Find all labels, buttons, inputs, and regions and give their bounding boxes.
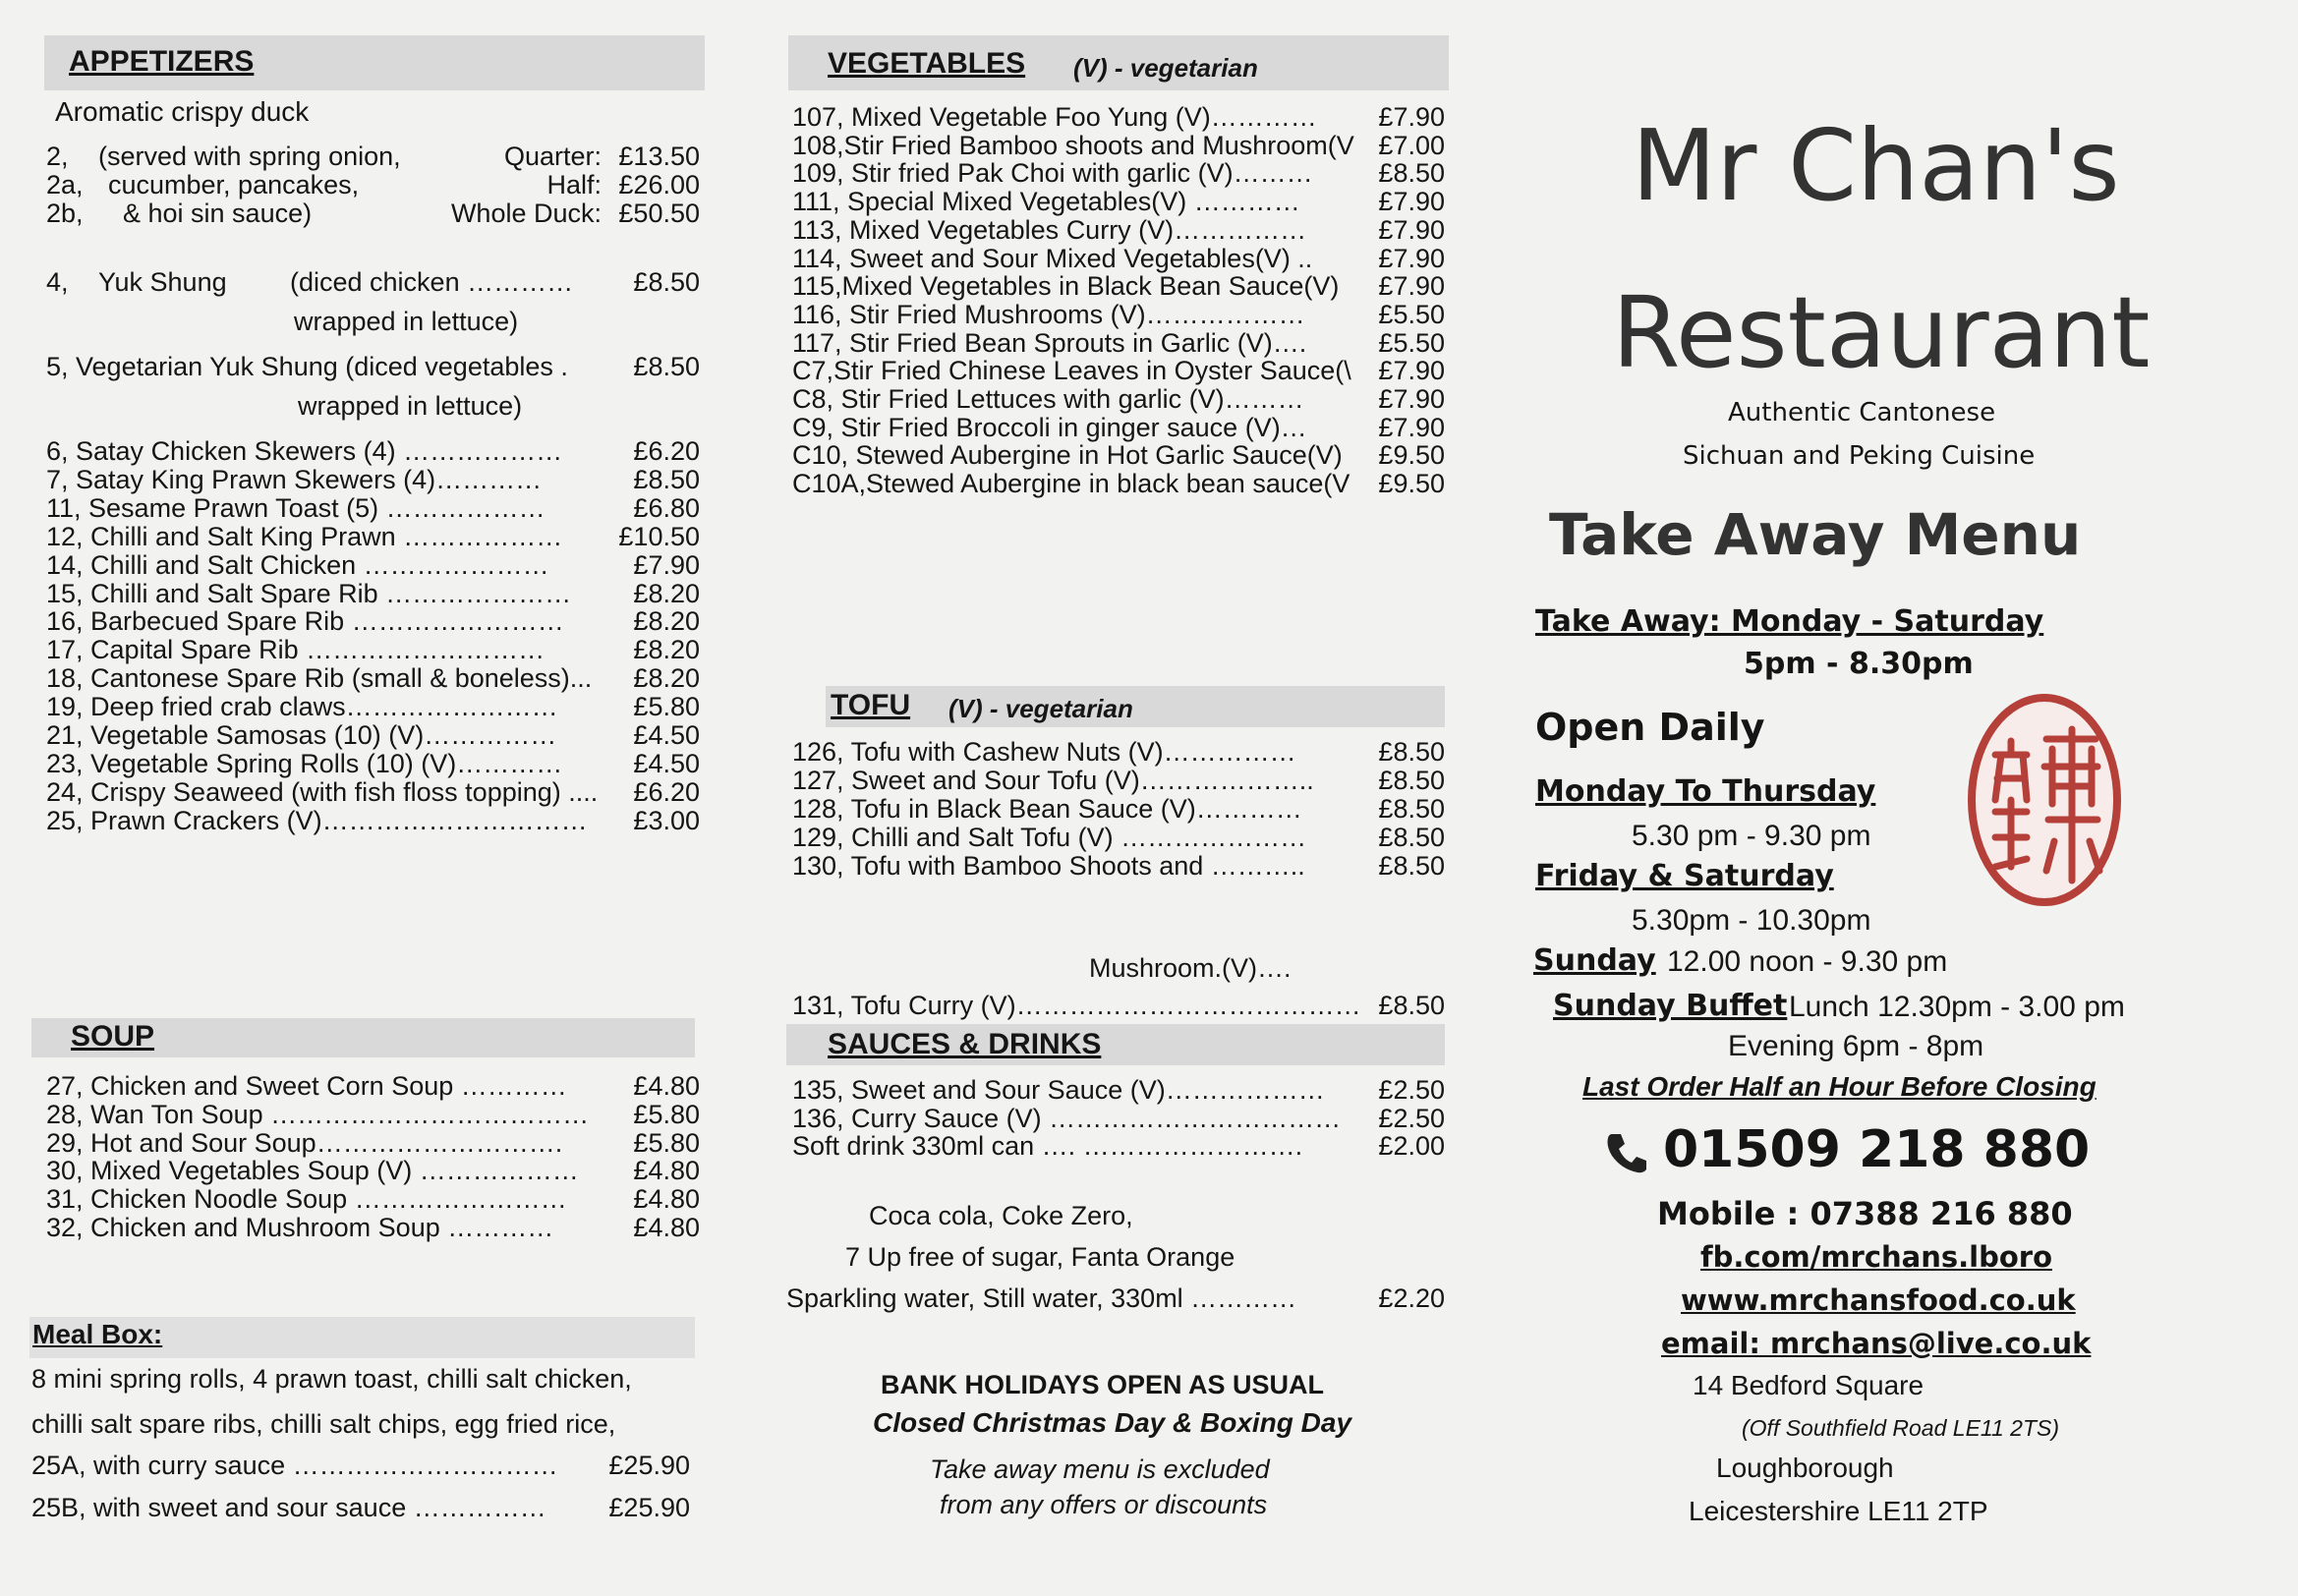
- restaurant-name-line2: Restaurant: [1612, 275, 2151, 390]
- fri-sat-hours: 5.30pm - 10.30pm: [1632, 904, 1871, 937]
- vegetable-price: £7.90: [1378, 187, 1445, 217]
- duck-size: Quarter:: [503, 142, 602, 171]
- duck-desc: & hoi sin sauce): [123, 199, 313, 228]
- vegetable-name: C7,Stir Fried Chinese Leaves in Oyster Sauce(\: [792, 356, 1351, 386]
- mealbox-row: [31, 1451, 690, 1490]
- appetizer-name: 25, Prawn Crackers (V)…………………………: [46, 805, 588, 835]
- mealbox-name: 25A, with curry sauce …………………………: [31, 1451, 558, 1480]
- vegetable-price: £7.90: [1378, 243, 1445, 273]
- duck-desc: (served with spring onion,: [98, 142, 401, 171]
- vegetable-name: 113, Mixed Vegetables Curry (V)……………: [792, 214, 1307, 245]
- duck-price: £26.00: [618, 170, 700, 200]
- christmas-notice: Closed Christmas Day & Boxing Day: [873, 1407, 1352, 1438]
- veg-yuk-shung-price: £8.50: [633, 352, 700, 381]
- soup-list: [46, 1071, 700, 1327]
- middle-column: [786, 0, 1455, 1596]
- appetizer-price: £10.50: [618, 521, 700, 551]
- appetizer-name: 18, Cantonese Spare Rib (small & boneless)...: [46, 663, 593, 694]
- tofu-row: [792, 851, 1445, 890]
- open-daily: Open Daily: [1535, 706, 1765, 749]
- appetizer-name: 11, Sesame Prawn Toast (5) ………………: [46, 492, 546, 523]
- appetizer-row: [46, 806, 700, 845]
- soup-name: 32, Chicken and Mushroom Soup …………: [46, 1213, 554, 1242]
- veg-yuk-shung-item: [46, 352, 700, 430]
- soup-price: £4.80: [633, 1156, 700, 1186]
- appetizers-header: [44, 35, 705, 90]
- vegetable-name: 107, Mixed Vegetable Foo Yung (V)…………: [792, 102, 1317, 132]
- soup-name: 29, Hot and Sour Soup……………………….: [46, 1127, 563, 1158]
- soup-price: £4.80: [633, 1071, 700, 1101]
- sparkling-row: [786, 1283, 1445, 1323]
- vegetable-name: 108,Stir Fried Bamboo shoots and Mushroom(V: [792, 130, 1354, 160]
- appetizer-name: 21, Vegetable Samosas (10) (V)……………: [46, 720, 557, 750]
- appetizer-price: £3.00: [633, 805, 700, 835]
- vegetable-name: C10, Stewed Aubergine in Hot Garlic Sauce(V): [792, 440, 1343, 471]
- sauce-name: 135, Sweet and Sour Sauce (V)………………: [792, 1075, 1325, 1105]
- email-link[interactable]: email: mrchans@live.co.uk: [1661, 1327, 2092, 1360]
- drinks-line2: 7 Up free of sugar, Fanta Orange: [845, 1242, 1235, 1272]
- soup-header: [31, 1018, 695, 1057]
- yuk-shung-desc2: wrapped in lettuce): [294, 307, 519, 336]
- vegetables-list: [792, 102, 1445, 692]
- takeaway-label: Take Away: Monday - Saturday: [1535, 604, 2044, 639]
- vegetable-price: £8.50: [1378, 158, 1445, 189]
- chinese-seal-logo: [1966, 694, 2123, 906]
- tofu-continuation: Mushroom.(V)….: [1089, 953, 1292, 983]
- website-link[interactable]: www.mrchansfood.co.uk: [1681, 1283, 2076, 1317]
- mealbox-header: [29, 1317, 695, 1358]
- buffet-label: Sunday Buffet: [1553, 989, 1788, 1023]
- appetizer-name: 16, Barbecued Spare Rib ……………………: [46, 606, 564, 637]
- vegetable-price: £9.50: [1378, 469, 1445, 499]
- fri-sat-label: Friday & Saturday: [1535, 859, 1834, 893]
- vegetable-name: 116, Stir Fried Mushrooms (V)………………: [792, 299, 1305, 329]
- address-line2: (Off Southfield Road LE11 2TS): [1742, 1415, 2060, 1441]
- sunday-hours: 12.00 noon - 9.30 pm: [1667, 945, 1948, 978]
- appetizer-name: 17, Capital Spare Rib ………………………: [46, 635, 546, 665]
- appetizer-name: 7, Satay King Prawn Skewers (4)…………: [46, 464, 543, 494]
- appetizer-price: £6.20: [633, 436, 700, 466]
- appetizer-name: 23, Vegetable Spring Rolls (10) (V)…………: [46, 748, 563, 778]
- yuk-shung-num: 4,: [46, 267, 69, 297]
- duck-row: [46, 199, 700, 238]
- tofu-curry-price: £8.50: [1378, 991, 1445, 1020]
- tofu-note: (V) - vegetarian: [948, 694, 1133, 723]
- appetizers-title: APPETIZERS: [69, 45, 255, 78]
- buffet-evening: Evening 6pm - 8pm: [1728, 1030, 1984, 1062]
- sunday-label: Sunday: [1533, 943, 1656, 978]
- vegetable-name: C8, Stir Fried Lettuces with garlic (V)………: [792, 384, 1304, 414]
- buffet-lunch: Lunch 12.30pm - 3.00 pm: [1789, 991, 2125, 1023]
- tofu-name: 127, Sweet and Sour Tofu (V)………………..: [792, 766, 1314, 795]
- appetizer-price: £7.90: [633, 549, 700, 580]
- duck-price: £50.50: [618, 199, 700, 228]
- sparkling-price: £2.20: [1378, 1283, 1445, 1313]
- appetizer-name: 24, Crispy Seaweed (with fish floss topping) ....: [46, 776, 599, 807]
- sauce-name: Soft drink 330ml can …. …………………….: [792, 1131, 1303, 1162]
- appetizer-price: £6.20: [633, 776, 700, 807]
- vegetable-price: £7.00: [1378, 130, 1445, 160]
- mealbox-name: 25B, with sweet and sour sauce ……………: [31, 1493, 546, 1522]
- soup-price: £4.80: [633, 1184, 700, 1215]
- sauce-row: [792, 1131, 1445, 1170]
- sauce-price: £2.00: [1378, 1131, 1445, 1162]
- appetizer-name: 12, Chilli and Salt King Prawn ………………: [46, 521, 563, 551]
- vegetable-name: C10A,Stewed Aubergine in black bean sauce(V: [792, 469, 1350, 499]
- vegetable-name: 114, Sweet and Sour Mixed Vegetables(V) ..: [792, 243, 1313, 273]
- appetizer-price: £8.50: [633, 464, 700, 494]
- sauce-price: £2.50: [1378, 1075, 1445, 1105]
- appetizer-price: £5.80: [633, 692, 700, 722]
- sauces-title: SAUCES & DRINKS: [828, 1028, 1102, 1060]
- duck-desc: cucumber, pancakes,: [108, 170, 360, 200]
- vegetable-price: £7.90: [1378, 271, 1445, 302]
- appetizer-price: £4.50: [633, 748, 700, 778]
- left-column: [29, 0, 708, 1596]
- vegetable-name: 115,Mixed Vegetables in Black Bean Sauce(V): [792, 271, 1340, 302]
- tofu-name: 130, Tofu with Bamboo Shoots and ………..: [792, 851, 1305, 881]
- vegetable-price: £7.90: [1378, 102, 1445, 132]
- tofu-name: 126, Tofu with Cashew Nuts (V)……………: [792, 737, 1296, 767]
- duck-num: 2b,: [46, 199, 84, 228]
- appetizer-price: £8.20: [633, 578, 700, 608]
- vegetable-name: 111, Special Mixed Vegetables(V) …………: [792, 187, 1300, 217]
- vegetable-price: £7.90: [1378, 384, 1445, 414]
- yuk-shung-price: £8.50: [633, 267, 700, 297]
- vegetables-header: [788, 35, 1449, 90]
- mealbox-price: £25.90: [608, 1451, 690, 1480]
- soup-name: 31, Chicken Noodle Soup ……………………: [46, 1184, 567, 1215]
- tofu-price: £8.50: [1378, 737, 1445, 767]
- last-order: Last Order Half an Hour Before Closing: [1582, 1071, 2097, 1102]
- duck-price: £13.50: [618, 142, 700, 171]
- mealbox-line2: chilli salt spare ribs, chilli salt chips, egg fried rice,: [31, 1409, 616, 1439]
- vegetable-name: 109, Stir fried Pak Choi with garlic (V)………: [792, 158, 1313, 189]
- phone-number[interactable]: 01509 218 880: [1663, 1120, 2091, 1179]
- address-line3: Loughborough: [1716, 1453, 1894, 1483]
- tofu-name: 129, Chilli and Salt Tofu (V) …………………: [792, 823, 1307, 852]
- tofu-title: TOFU: [831, 689, 911, 721]
- soup-price: £5.80: [633, 1127, 700, 1158]
- soup-title: SOUP: [71, 1020, 155, 1053]
- vegetable-name: 117, Stir Fried Bean Sprouts in Garlic (V)….: [792, 327, 1307, 358]
- duck-size: Whole Duck:: [450, 199, 602, 228]
- tagline-2: Sichuan and Peking Cuisine: [1683, 441, 2036, 471]
- vegetables-note: (V) - vegetarian: [1073, 53, 1258, 83]
- yuk-shung-name: Yuk Shung: [98, 267, 227, 297]
- tofu-header: [826, 686, 1445, 727]
- mon-thu-label: Monday To Thursday: [1535, 774, 1876, 809]
- mealbox-price: £25.90: [608, 1493, 690, 1522]
- veg-yuk-shung-name: 5, Vegetarian Yuk Shung (diced vegetables .: [46, 352, 568, 381]
- appetizer-price: £4.50: [633, 720, 700, 750]
- tagline-1: Authentic Cantonese: [1728, 398, 1996, 428]
- appetizer-price: £8.20: [633, 606, 700, 637]
- soup-price: £4.80: [633, 1213, 700, 1242]
- sparkling-name: Sparkling water, Still water, 330ml …………: [786, 1283, 1297, 1313]
- restaurant-name-line1: Mr Chan's: [1632, 108, 2120, 223]
- duck-title: Aromatic crispy duck: [55, 96, 310, 127]
- appetizer-price: £6.80: [633, 492, 700, 523]
- vegetable-price: £5.50: [1378, 299, 1445, 329]
- duck-rows: [46, 142, 700, 269]
- mealbox-line1: 8 mini spring rolls, 4 prawn toast, chilli salt chicken,: [31, 1364, 632, 1394]
- mealbox-list: [31, 1451, 690, 1539]
- appetizer-name: 19, Deep fried crab claws……………………: [46, 692, 558, 722]
- vegetable-price: £7.90: [1378, 412, 1445, 442]
- facebook-link[interactable]: fb.com/mrchans.lboro: [1700, 1240, 2053, 1274]
- soup-name: 28, Wan Ton Soup ………………………………: [46, 1099, 590, 1129]
- mobile-number[interactable]: Mobile : 07388 216 880: [1657, 1195, 2073, 1232]
- appetizer-name: 15, Chilli and Salt Spare Rib …………………: [46, 578, 572, 608]
- mealbox-title: Meal Box:: [32, 1319, 163, 1349]
- appetizer-price: £8.20: [633, 635, 700, 665]
- mealbox-row: [31, 1493, 690, 1532]
- appetizer-name: 6, Satay Chicken Skewers (4) ………………: [46, 436, 563, 466]
- mon-thu-hours: 5.30 pm - 9.30 pm: [1632, 820, 1871, 852]
- right-column: [1474, 0, 2298, 1596]
- soup-row: [46, 1213, 700, 1252]
- vegetable-price: £5.50: [1378, 327, 1445, 358]
- tofu-curry-name: 131, Tofu Curry (V)…………………………………: [792, 991, 1361, 1020]
- bank-holiday-notice: BANK HOLIDAYS OPEN AS USUAL: [881, 1370, 1325, 1399]
- sauce-name: 136, Curry Sauce (V) ……………………………: [792, 1103, 1342, 1133]
- sauces-list: [792, 1075, 1445, 1203]
- menu-title: Take Away Menu: [1549, 501, 2082, 568]
- yuk-shung-item: [46, 267, 700, 346]
- address-line1: 14 Bedford Square: [1693, 1370, 1925, 1400]
- vegetables-title: VEGETABLES: [828, 47, 1026, 80]
- vegetable-price: £9.50: [1378, 440, 1445, 471]
- tofu-name: 128, Tofu in Black Bean Sauce (V)…………: [792, 794, 1302, 824]
- tofu-price: £8.50: [1378, 823, 1445, 852]
- soup-name: 27, Chicken and Sweet Corn Soup …………: [46, 1071, 567, 1101]
- tofu-price: £8.50: [1378, 766, 1445, 795]
- phone-icon: [1604, 1130, 1649, 1175]
- vegetable-price: £7.90: [1378, 356, 1445, 386]
- address-line4: Leicestershire LE11 2TP: [1689, 1496, 1988, 1526]
- duck-num: 2,: [46, 142, 69, 171]
- sauce-price: £2.50: [1378, 1103, 1445, 1133]
- duck-num: 2a,: [46, 170, 84, 200]
- exclusion-notice-1: Take away menu is excluded: [930, 1454, 1270, 1484]
- soup-price: £5.80: [633, 1099, 700, 1129]
- drinks-line1: Coca cola, Coke Zero,: [869, 1201, 1133, 1230]
- appetizer-name: 14, Chilli and Salt Chicken …………………: [46, 549, 549, 580]
- appetizer-price: £8.20: [633, 663, 700, 694]
- soup-name: 30, Mixed Vegetables Soup (V) ………………: [46, 1156, 579, 1186]
- veg-yuk-shung-desc2: wrapped in lettuce): [298, 391, 523, 421]
- vegetable-name: C9, Stir Fried Broccoli in ginger sauce (V)…: [792, 412, 1307, 442]
- vegetable-row: [792, 469, 1445, 508]
- exclusion-notice-2: from any offers or discounts: [940, 1490, 1268, 1519]
- takeaway-hours: 5pm - 8.30pm: [1744, 647, 1974, 681]
- tofu-list: [792, 737, 1445, 953]
- sauces-header: [786, 1024, 1445, 1065]
- tofu-price: £8.50: [1378, 851, 1445, 881]
- tofu-price: £8.50: [1378, 794, 1445, 824]
- yuk-shung-desc: (diced chicken …………: [290, 267, 574, 297]
- vegetable-price: £7.90: [1378, 214, 1445, 245]
- duck-size: Half:: [546, 170, 602, 200]
- appetizer-list: [46, 436, 700, 1026]
